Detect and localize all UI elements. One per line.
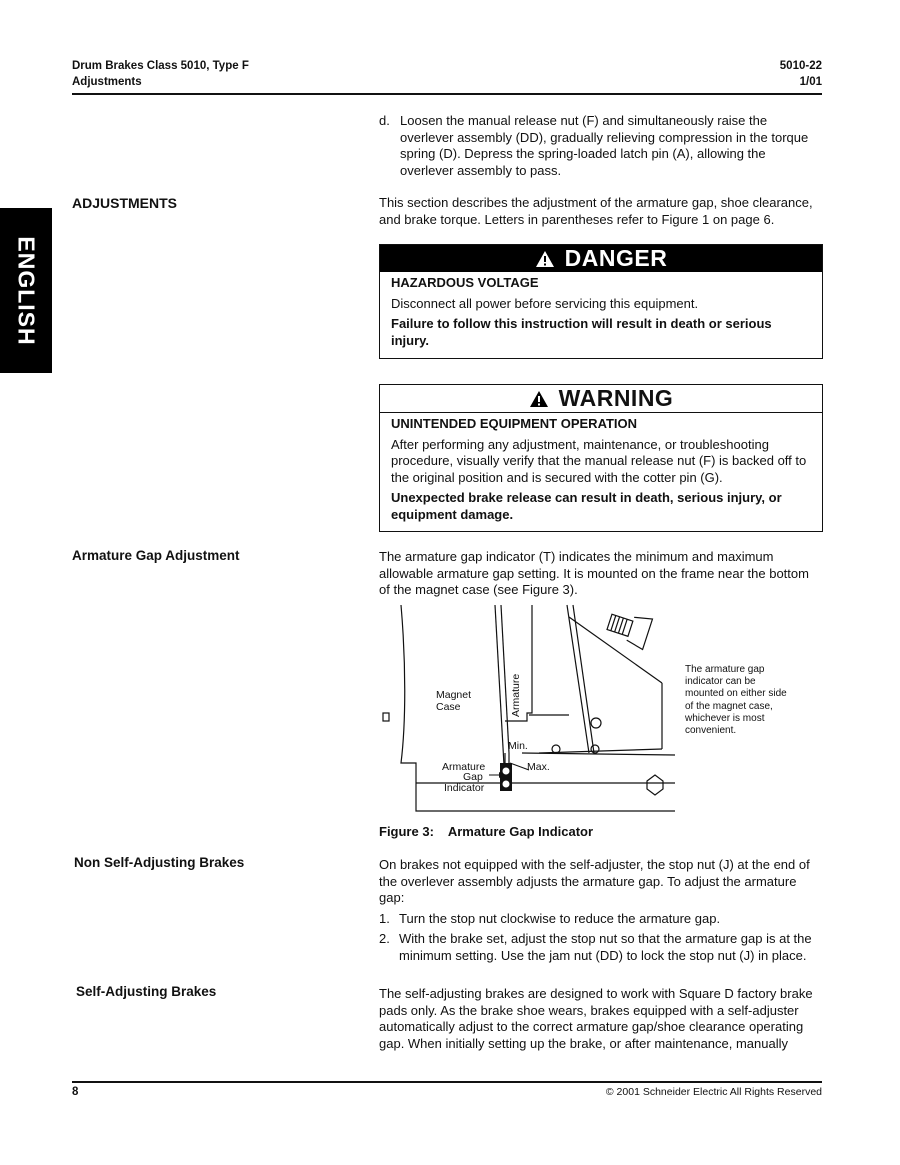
intro-step-text: Loosen the manual release nut (F) and simultaneously raise the overlever assembly (DD), gradually relieving compression in the torque spring (D). Depress the spring-loaded latch pin (A), allowing the overlever assembly to pass. bbox=[400, 113, 809, 178]
section-title: Adjustments bbox=[72, 76, 142, 88]
list-item-number: 1. bbox=[379, 910, 390, 926]
intro-step-marker: d. bbox=[379, 113, 390, 128]
figure-note-line-6: convenient. bbox=[685, 725, 737, 737]
figure-label-case: Case bbox=[436, 701, 461, 713]
warning-triangle-icon bbox=[529, 390, 549, 408]
figure-label-indicator-3: Indicator bbox=[444, 782, 485, 794]
warning-triangle-icon bbox=[535, 250, 555, 268]
danger-title-bar bbox=[380, 245, 822, 272]
non-self-adjusting-heading: Non Self-Adjusting Brakes bbox=[74, 855, 245, 870]
danger-title: DANGER bbox=[564, 245, 668, 271]
non-self-adjusting-text: On brakes not equipped with the self-adjuster, the stop nut (J) at the end of the overlever assembly adjusts the armature gap. To adjust the armature gap: bbox=[379, 857, 810, 905]
list-item-number: 2. bbox=[379, 931, 390, 946]
figure-note-line-4: of the magnet case, bbox=[685, 700, 773, 712]
list-item bbox=[379, 931, 821, 964]
danger-heading: HAZARDOUS VOLTAGE bbox=[391, 275, 539, 290]
figure-label-magnet: Magnet bbox=[436, 689, 472, 701]
list-item-text: With the brake set, adjust the stop nut so that the armature gap is at the minimum setting. Use the jam nut (DD) to lock the stop nut (J) in place. bbox=[399, 931, 812, 963]
list-item-text: Turn the stop nut clockwise to reduce the armature gap. bbox=[399, 910, 721, 926]
danger-consequence: Failure to follow this instruction will result in death or serious injury. bbox=[391, 316, 772, 348]
armature-gap-figure bbox=[379, 603, 679, 815]
adjustments-heading: ADJUSTMENTS bbox=[72, 195, 178, 211]
warning-heading: UNINTENDED EQUIPMENT OPERATION bbox=[391, 416, 638, 431]
figure-label-max: Max. bbox=[527, 761, 550, 773]
warning-title-bar bbox=[380, 385, 822, 413]
language-tab bbox=[0, 208, 52, 373]
warning-body bbox=[380, 413, 822, 535]
danger-text: Disconnect all power before servicing this equipment. bbox=[391, 295, 699, 311]
warning-text: After performing any adjustment, maintenance, or troubleshooting procedure, visually verify that the manual release nut (F) is backed off to the original position and is secured with the cotter pin (G). bbox=[391, 436, 807, 485]
list-item bbox=[379, 911, 821, 928]
self-adjusting-text: The self-adjusting brakes are designed to work with Square D factory brake pads only. As the brake shoe wears, brakes equipped with a self-adjuster automatically adjust to the correct armature gap/shoe clearance operating gap. When initially setting up the brake, or after maintenance, manually bbox=[379, 986, 813, 1051]
figure-note-line-1: The armature gap bbox=[685, 664, 765, 675]
document-number: 5010-22 bbox=[779, 60, 822, 72]
figure-note-line-3: mounted on either side bbox=[685, 688, 787, 700]
intro-step bbox=[379, 113, 821, 179]
self-adjusting-heading: Self-Adjusting Brakes bbox=[76, 984, 217, 999]
copyright: © 2001 Schneider Electric All Rights Reserved bbox=[605, 1086, 822, 1098]
figure-label-indicator-2: Gap bbox=[463, 771, 483, 783]
document-title: Drum Brakes Class 5010, Type F bbox=[72, 60, 249, 72]
page-number: 8 bbox=[72, 1086, 79, 1098]
document-date: 1/01 bbox=[799, 76, 822, 88]
figure-note bbox=[685, 664, 787, 737]
armature-gap-heading: Armature Gap Adjustment bbox=[72, 548, 240, 563]
armature-gap-text: The armature gap indicator (T) indicates the minimum and maximum allowable armature gap setting. It is mounted on the frame near the bottom of the magnet case (see Figure 3). bbox=[379, 549, 809, 597]
danger-body bbox=[380, 272, 822, 361]
figure-label-armature: Armature bbox=[510, 673, 522, 717]
warning-box bbox=[379, 384, 823, 532]
figure-caption: Figure 3: Armature Gap Indicator bbox=[379, 824, 594, 839]
figure-label-min: Min. bbox=[508, 740, 528, 752]
figure-note-line-5: whichever is most bbox=[685, 712, 765, 724]
warning-title: WARNING bbox=[558, 385, 674, 411]
language-tab-label: ENGLISH bbox=[13, 235, 40, 346]
figure-note-line-2: indicator can be bbox=[685, 676, 756, 688]
header-left bbox=[72, 58, 249, 90]
adjustments-text: This section describes the adjustment of the armature gap, shoe clearance, and brake torque. Letters in parentheses refer to Figure 1 on page 6. bbox=[379, 195, 813, 227]
danger-box bbox=[379, 244, 823, 359]
non-self-adjusting-section bbox=[379, 857, 821, 964]
warning-consequence: Unexpected brake release can result in death, serious injury, or equipment damage. bbox=[391, 490, 782, 522]
figure-label-indicator-1: Armature bbox=[442, 761, 486, 773]
footer-rule bbox=[72, 1081, 822, 1083]
header-right bbox=[780, 58, 822, 90]
header-rule bbox=[72, 93, 822, 95]
